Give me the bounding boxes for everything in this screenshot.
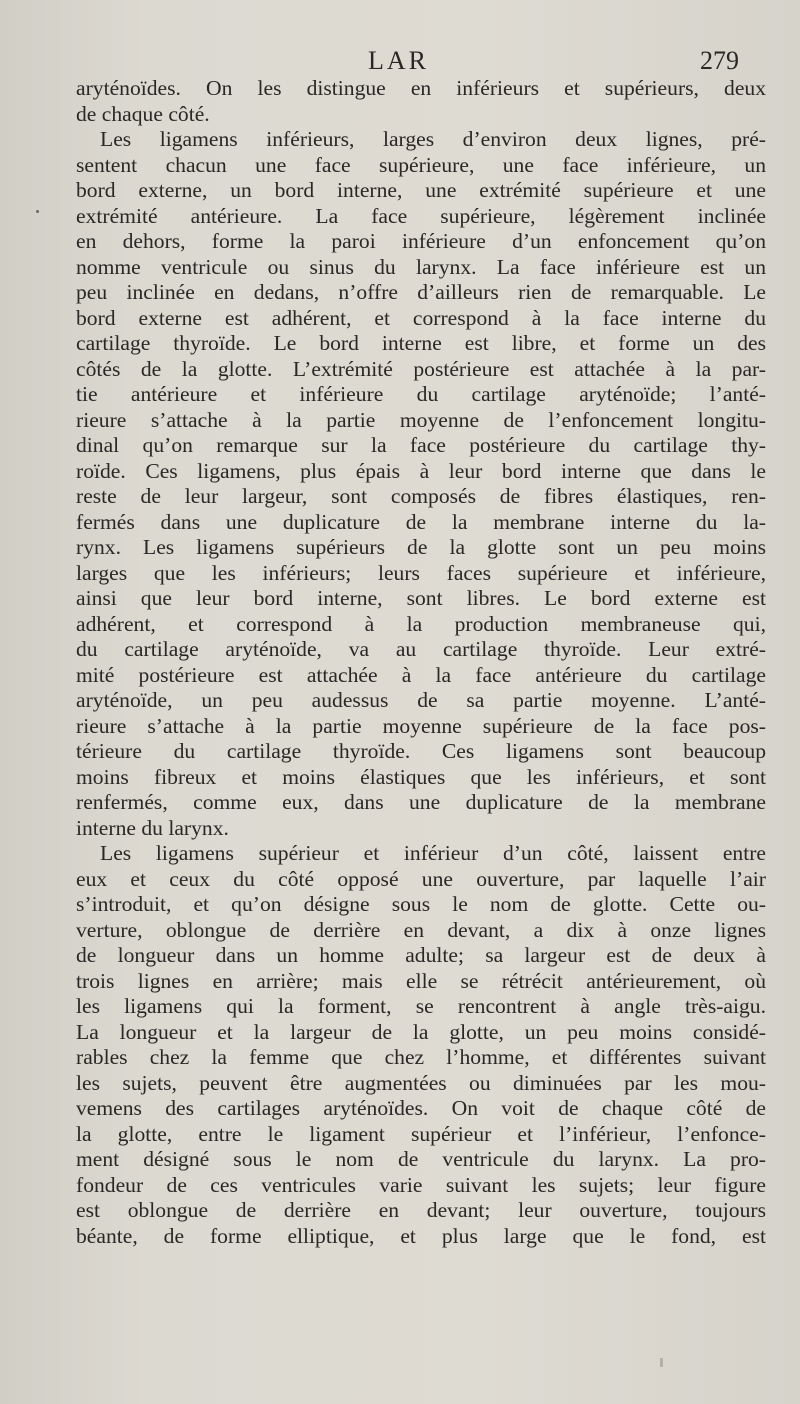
- text-line: rieure s’attache à la partie moyenne de l’enfoncement longitu-: [76, 407, 766, 432]
- text-line: les ligamens qui la forment, se rencontrent à angle très-aigu.: [76, 994, 766, 1018]
- text-line: nomme ventricule ou sinus du larynx. La face inférieure est un: [76, 254, 766, 279]
- text-line: béante, de forme elliptique, et plus large que le fond, est: [76, 1223, 766, 1248]
- text-line: roïde. Ces ligamens, plus épais à leur bord interne que dans le: [76, 458, 766, 483]
- ink-speck: [36, 210, 39, 213]
- text-line: mité postérieure est attachée à la face antérieure du cartilage: [76, 662, 766, 687]
- text-line: en dehors, forme la paroi inférieure d’un enfoncement qu’on: [76, 229, 766, 253]
- text-line: La longueur et la largeur de la glotte, un peu moins considé-: [76, 1019, 766, 1044]
- text-line: interne du larynx.: [76, 815, 229, 840]
- text-line: peu inclinée en dedans, n’offre d’ailleurs rien de remarquable. Le: [76, 280, 766, 304]
- text-line: moins fibreux et moins élastiques que les inférieurs, et sont: [76, 764, 766, 789]
- running-head: [0, 46, 800, 80]
- body-text: [76, 76, 766, 1249]
- text-line: extrémité antérieure. La face supérieure, légèrement inclinée: [76, 203, 766, 228]
- text-line: adhérent, et correspond à la production membraneuse qui,: [76, 611, 766, 636]
- text-line: ainsi que leur bord interne, sont libres. Le bord externe est: [76, 586, 766, 610]
- text-line: tie antérieure et inférieure du cartilage aryténoïde; l’anté-: [76, 382, 766, 406]
- text-line: térieure du cartilage thyroïde. Ces ligamens sont beaucoup: [76, 739, 766, 763]
- text-line: s’introduit, et qu’on désigne sous le nom de glotte. Cette ou-: [76, 892, 766, 916]
- text-line: fondeur de ces ventricules varie suivant les sujets; leur figure: [76, 1172, 766, 1197]
- running-head-title: LAR: [368, 46, 429, 75]
- text-line: de longueur dans un homme adulte; sa largeur est de deux à: [76, 943, 766, 967]
- text-line: sentent chacun une face supérieure, une face inférieure, un: [76, 152, 766, 177]
- text-line: aryténoïde, un peu audessus de sa partie moyenne. L’anté-: [76, 688, 766, 712]
- paper-mark: [660, 1358, 663, 1367]
- text-line: bord externe, un bord interne, une extrémité supérieure et une: [76, 178, 766, 202]
- text-line: côtés de la glotte. L’extrémité postérieure est attachée à la par-: [76, 356, 766, 381]
- paragraph-start-line: Les ligamens supérieur et inférieur d’un côté, laissent entre: [100, 841, 766, 865]
- text-line: bord externe est adhérent, et correspond à la face interne du: [76, 305, 766, 330]
- text-line: est oblongue de derrière en devant; leur ouverture, toujours: [76, 1198, 766, 1222]
- text-line: aryténoïdes. On les distingue en inférieurs et supérieurs, deux: [76, 76, 766, 100]
- text-line: trois lignes en arrière; mais elle se rétrécit antérieurement, où: [76, 968, 766, 993]
- text-line: ment désigné sous le nom de ventricule du larynx. La pro-: [76, 1147, 766, 1171]
- text-line: les sujets, peuvent être augmentées ou diminuées par les mou-: [76, 1070, 766, 1095]
- text-line: rynx. Les ligamens supérieurs de la glotte sont un peu moins: [76, 535, 766, 559]
- text-line: cartilage thyroïde. Le bord interne est libre, et forme un des: [76, 331, 766, 355]
- text-line: renfermés, comme eux, dans une duplicature de la membrane: [76, 790, 766, 814]
- text-line: fermés dans une duplicature de la membrane interne du la-: [76, 509, 766, 534]
- text-line: dinal qu’on remarque sur la face postérieure du cartilage thy-: [76, 433, 766, 457]
- text-line: rieure s’attache à la partie moyenne supérieure de la face pos-: [76, 713, 766, 738]
- text-line: de chaque côté.: [76, 101, 210, 126]
- text-line: la glotte, entre le ligament supérieur et l’inférieur, l’enfonce-: [76, 1121, 766, 1146]
- text-line: larges que les inférieurs; leurs faces supérieure et inférieure,: [76, 560, 766, 585]
- text-line: vemens des cartilages aryténoïdes. On voit de chaque côté de: [76, 1096, 766, 1120]
- text-line: du cartilage aryténoïde, va au cartilage thyroïde. Leur extré-: [76, 637, 766, 661]
- paragraph-start-line: Les ligamens inférieurs, larges d’environ deux lignes, pré-: [100, 127, 766, 151]
- text-line: reste de leur largeur, sont composés de fibres élastiques, ren-: [76, 484, 766, 508]
- text-line: verture, oblongue de derrière en devant, a dix à onze lignes: [76, 917, 766, 942]
- page-number: 279: [700, 46, 739, 75]
- text-line: eux et ceux du côté opposé une ouverture, par laquelle l’air: [76, 866, 766, 891]
- text-line: rables chez la femme que chez l’homme, et différentes suivant: [76, 1045, 766, 1069]
